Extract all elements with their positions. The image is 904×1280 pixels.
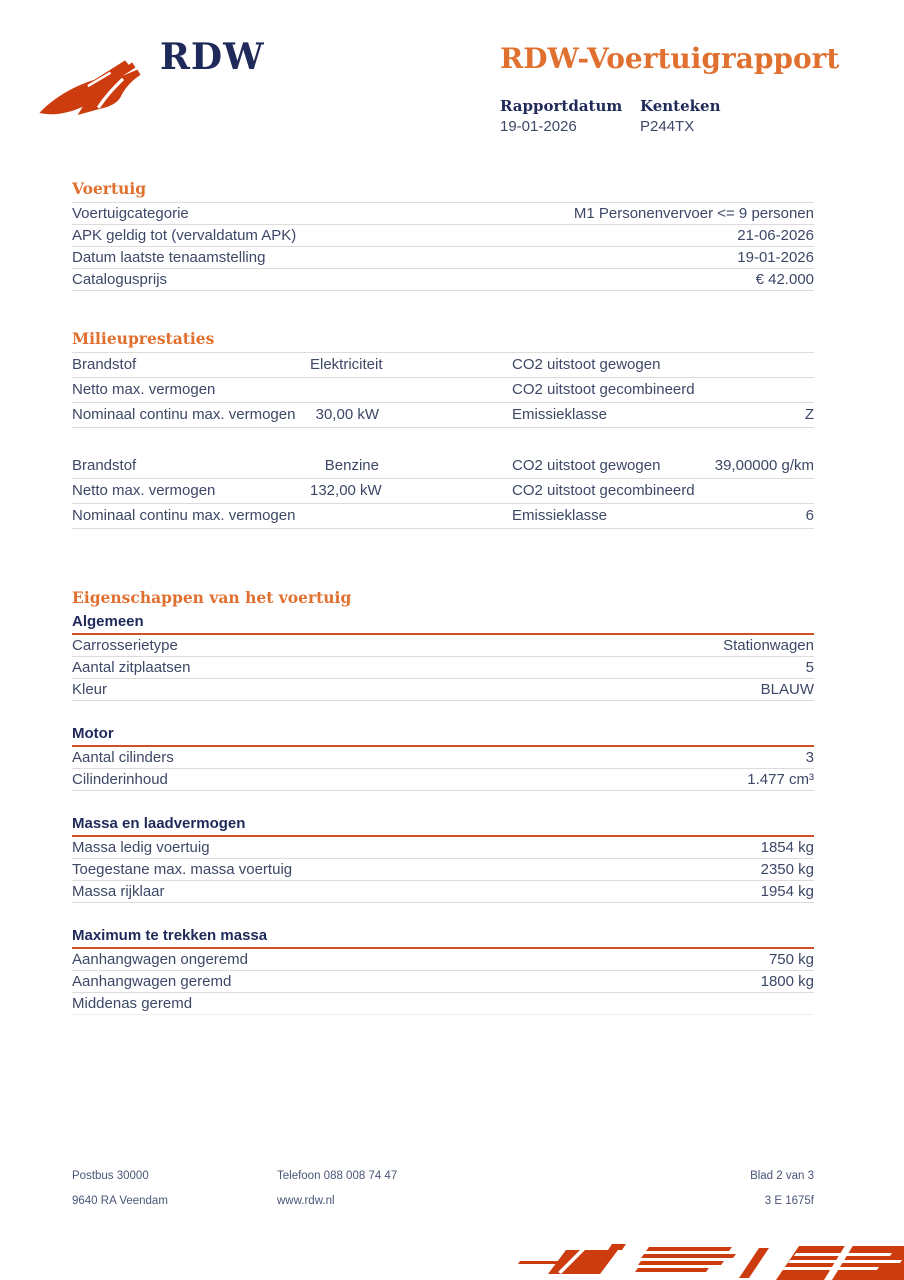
table-row <box>72 837 814 859</box>
report-date-label: Rapportdatum <box>500 97 623 115</box>
milieu-table-benzine <box>72 454 814 529</box>
row-label: Netto max. vermogen <box>72 482 216 499</box>
table-row <box>72 657 814 679</box>
row-label: Cilinderinhoud <box>72 771 168 788</box>
group-heading: Algemeen <box>72 613 144 630</box>
row-label: CO2 uitstoot gecombineerd <box>512 482 695 499</box>
row-label: Voertuigcategorie <box>72 205 189 222</box>
table-row <box>72 769 814 791</box>
row-label: Nominaal continu max. vermogen <box>72 507 296 524</box>
group-motor <box>72 725 814 791</box>
row-value: 21-06-2026 <box>737 227 814 244</box>
column-spacer <box>379 479 512 503</box>
row-value: 2350 kg <box>760 861 814 878</box>
row-label: Brandstof <box>72 457 137 474</box>
voertuig-table <box>72 202 814 291</box>
row-value <box>692 479 814 503</box>
table-row <box>72 881 814 903</box>
row-label: Nominaal continu max. vermogen <box>72 406 296 423</box>
section-heading-milieuprestaties: Milieuprestaties <box>72 329 215 348</box>
section-voertuig <box>72 180 814 291</box>
table-row <box>72 747 814 769</box>
table-row <box>72 378 814 403</box>
row-value: 1800 kg <box>760 973 814 990</box>
row-value: M1 Personenvervoer <= 9 personen <box>573 205 814 222</box>
section-heading-voertuig: Voertuig <box>72 179 147 198</box>
row-label: Aanhangwagen geremd <box>72 973 232 990</box>
row-value <box>310 504 379 528</box>
row-value <box>310 378 379 402</box>
group-massa-laadvermogen <box>72 815 814 903</box>
column-spacer <box>379 403 512 427</box>
group-table <box>72 747 814 791</box>
row-value: Z <box>804 406 814 423</box>
column-spacer <box>379 353 512 377</box>
table-row <box>72 269 814 291</box>
row-label: Toegestane max. massa voertuig <box>72 861 293 878</box>
column-spacer <box>379 454 512 478</box>
row-value: 39,00000 g/km <box>714 457 814 474</box>
section-eigenschappen <box>72 589 814 1015</box>
row-value: 1954 kg <box>760 883 814 900</box>
page-title: RDW-Voertuigrapport <box>500 42 840 75</box>
footer-website: www.rdw.nl <box>277 1195 335 1207</box>
row-value: 19-01-2026 <box>737 249 814 266</box>
rdw-logo-text: RDW <box>160 36 265 78</box>
row-label: CO2 uitstoot gewogen <box>512 457 661 474</box>
row-value: Stationwagen <box>723 637 814 654</box>
group-heading: Motor <box>72 725 114 742</box>
row-label: Massa ledig voertuig <box>72 839 210 856</box>
footer-line-1 <box>72 1170 814 1182</box>
row-label: Netto max. vermogen <box>72 381 216 398</box>
row-value: Elektriciteit <box>310 356 383 373</box>
license-plate-label: Kenteken <box>640 97 721 115</box>
row-label: Emissieklasse <box>512 507 608 524</box>
row-value: BLAUW <box>760 681 814 698</box>
table-row <box>72 403 814 428</box>
row-value: 750 kg <box>768 951 814 968</box>
row-value: 1854 kg <box>760 839 814 856</box>
table-row <box>72 859 814 881</box>
row-label: Emissieklasse <box>512 406 608 423</box>
row-label: Aanhangwagen ongeremd <box>72 951 248 968</box>
table-row <box>72 454 814 479</box>
row-value: 30,00 kW <box>315 406 379 423</box>
row-label: Middenas geremd <box>72 995 193 1012</box>
footer-city: 9640 RA Veendam <box>72 1195 168 1207</box>
column-spacer <box>379 504 512 528</box>
row-label: Carrosserietype <box>72 637 178 654</box>
table-row <box>72 971 814 993</box>
table-row <box>72 479 814 504</box>
table-row <box>72 353 814 378</box>
table-row <box>72 949 814 971</box>
table-row <box>72 225 814 247</box>
row-value: € 42.000 <box>755 271 814 288</box>
footer-doc-code: 3 E 1675f <box>764 1195 814 1207</box>
row-value: 3 <box>805 749 814 766</box>
row-label: Aantal cilinders <box>72 749 174 766</box>
row-value <box>692 353 814 377</box>
row-label: Datum laatste tenaamstelling <box>72 249 266 266</box>
page-footer <box>72 1170 814 1207</box>
license-plate-value: P244TX <box>640 118 695 135</box>
footer-line-2 <box>72 1195 814 1207</box>
row-label: Brandstof <box>72 356 137 373</box>
rdw-wing-logo-icon <box>36 50 146 116</box>
group-maximum-trekken-massa <box>72 927 814 1015</box>
row-label: APK geldig tot (vervaldatum APK) <box>72 227 297 244</box>
row-label: Kleur <box>72 681 108 698</box>
rdw-speed-stripes-icon <box>514 1232 904 1280</box>
section-milieuprestaties <box>72 330 814 529</box>
row-value: 6 <box>805 507 814 524</box>
table-row <box>72 504 814 529</box>
section-heading-eigenschappen: Eigenschappen van het voertuig <box>72 588 352 607</box>
group-heading: Massa en laadvermogen <box>72 815 246 832</box>
table-row <box>72 635 814 657</box>
milieu-table-elektriciteit <box>72 352 814 428</box>
row-value: 1.477 cm³ <box>747 771 814 788</box>
group-table <box>72 837 814 903</box>
group-algemeen <box>72 613 814 701</box>
row-label: Massa rijklaar <box>72 883 165 900</box>
footer-postbus: Postbus 30000 <box>72 1170 149 1182</box>
row-value <box>692 378 814 402</box>
row-value: Benzine <box>324 457 379 474</box>
footer-phone: Telefoon 088 008 74 47 <box>277 1170 398 1182</box>
row-label: CO2 uitstoot gewogen <box>512 356 661 373</box>
row-label: Aantal zitplaatsen <box>72 659 191 676</box>
row-label: CO2 uitstoot gecombineerd <box>512 381 695 398</box>
column-spacer <box>379 378 512 402</box>
table-row <box>72 247 814 269</box>
row-label: Catalogusprijs <box>72 271 168 288</box>
table-row <box>72 203 814 225</box>
group-heading: Maximum te trekken massa <box>72 927 268 944</box>
report-date-value: 19-01-2026 <box>500 118 577 135</box>
footer-page-number: Blad 2 van 3 <box>750 1170 814 1182</box>
table-row <box>72 679 814 701</box>
group-table <box>72 949 814 1015</box>
row-value: 5 <box>805 659 814 676</box>
group-table <box>72 635 814 701</box>
table-row <box>72 993 814 1015</box>
row-value: 132,00 kW <box>310 482 382 499</box>
